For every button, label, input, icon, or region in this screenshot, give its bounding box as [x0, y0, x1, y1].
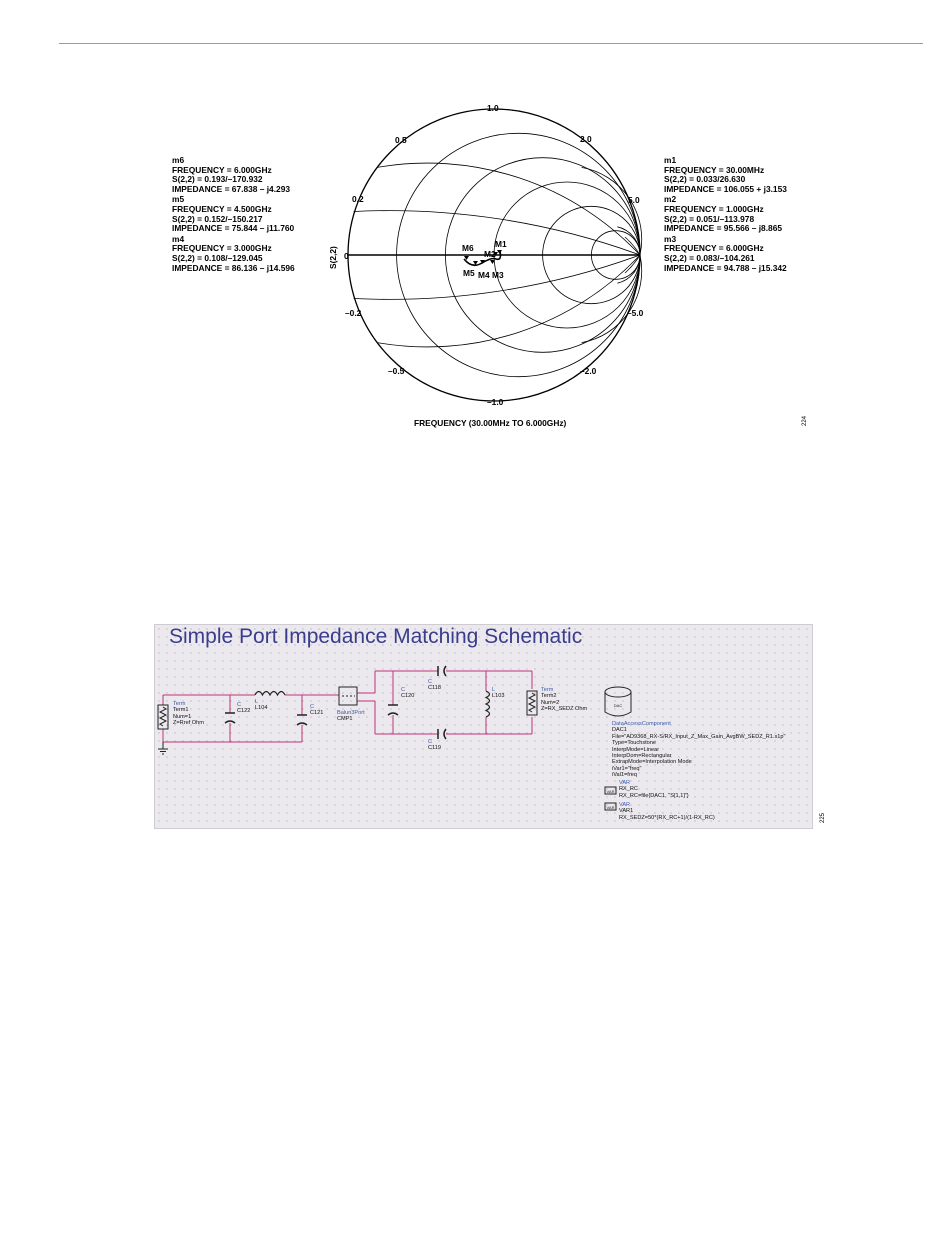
term1-num: Num=1 [173, 713, 192, 720]
var1-type: VAR [619, 802, 631, 808]
reactance-label-right-lower: –5.0 [627, 308, 644, 318]
c120-name: C120 [401, 693, 415, 700]
var1-label [619, 802, 715, 821]
c118-type: C [428, 679, 433, 685]
dac-label [612, 721, 785, 779]
l104-coil [255, 692, 285, 696]
marker-name: m2 [664, 194, 677, 205]
dac-cylinder-top [605, 687, 631, 697]
var-rc-name: RX_RC [619, 786, 638, 793]
marker-m2-label: M2 [484, 249, 496, 259]
term1-name: Term1 [173, 707, 189, 714]
c122-name: C122 [237, 708, 251, 715]
dac-interp-mode: InterpMode=Linear [612, 746, 660, 753]
term2-type: Term [541, 687, 554, 693]
marker-m3-label: M3 [492, 270, 504, 280]
marker-frequency: FREQUENCY = 6.000GHz [172, 164, 272, 175]
balun-type: Balun3Port [337, 710, 365, 716]
reactance-label-left-upper: 0.2 [352, 194, 364, 204]
term2-num: Num=2 [541, 699, 560, 706]
marker-m6-block [172, 156, 295, 194]
smith-chart [320, 95, 644, 413]
c122-label [237, 702, 250, 715]
reactance-label-upper-left: 0.5 [395, 135, 407, 145]
var1-expr: RX_SEDZ=50*(RX_RC+1)/(1-RX_RC) [619, 814, 715, 821]
dac-ival: iVal1=freq [612, 772, 637, 779]
marker-impedance: IMPEDANCE = 94.788 – j15.342 [664, 262, 787, 273]
marker-m6-label: M6 [462, 243, 474, 253]
marker-s22: S(2,2) = 0.033/26.630 [664, 174, 746, 185]
marker-s22: S(2,2) = 0.051/–113.978 [664, 213, 755, 224]
marker-frequency: FREQUENCY = 1.000GHz [664, 203, 764, 214]
var1-icon-text: VAR [606, 805, 615, 810]
c119-plate-right [444, 729, 446, 739]
figure-number-225: 225 [820, 812, 827, 824]
markers-right-legend [664, 156, 787, 273]
var-rc-label [619, 780, 689, 799]
marker-frequency: FREQUENCY = 6.000GHz [664, 243, 764, 254]
c119-label [428, 739, 441, 752]
marker-name: m3 [664, 233, 677, 244]
c119-name: C119 [428, 745, 441, 752]
marker-frequency: FREQUENCY = 4.500GHz [172, 203, 272, 214]
reactance-label-top: 1.0 [487, 103, 499, 113]
smith-y-label: S(2,2) [328, 246, 338, 269]
reactance-label-lower-left: –0.5 [388, 366, 405, 376]
marker-s22: S(2,2) = 0.083/–104.261 [664, 252, 755, 263]
reactance-label-bottom: –1.0 [487, 397, 504, 407]
schematic-panel [154, 624, 813, 829]
marker-s22: S(2,2) = 0.152/–150.217 [172, 213, 263, 224]
l104-name: L104 [255, 705, 268, 712]
c122-plate-bottom [225, 721, 235, 723]
schematic-title: Simple Port Impedance Matching Schematic [169, 625, 583, 648]
l103-coil [486, 691, 490, 717]
reactance-label-lower-right: –2.0 [580, 366, 597, 376]
marker-m5-block [172, 195, 295, 233]
c121-name: C121 [310, 710, 324, 717]
balun-name: CMP1 [337, 716, 353, 723]
var-rc-icon-text: VAR [606, 789, 615, 794]
marker-impedance: IMPEDANCE = 75.844 – j11.760 [172, 223, 295, 234]
marker-s22: S(2,2) = 0.193/–170.932 [172, 174, 263, 185]
marker-m1-block [664, 156, 787, 194]
dac-file-type: Type=Touchstone [612, 740, 657, 747]
var1-name: VAR1 [619, 808, 634, 815]
marker-s22: S(2,2) = 0.108/–129.045 [172, 252, 263, 263]
marker-impedance: IMPEDANCE = 86.136 – j14.596 [172, 262, 295, 273]
l104-label [255, 699, 267, 712]
dac-icon-label: DAC [613, 703, 623, 708]
l103-type: L [492, 687, 496, 693]
term2-name: Term2 [541, 693, 557, 700]
c118-name: C118 [428, 685, 441, 692]
l104-type: L [255, 699, 259, 705]
dac-file: File="AD9368_RX-S/RX_Input_Z_Max_Gain_AvgBW_SEDZ_R1.s1p" [612, 733, 786, 740]
reactance-label-right-upper: 5.0 [628, 195, 640, 205]
dac-type: DataAccessComponent [612, 721, 671, 727]
figure-number-224: 224 [802, 415, 809, 427]
marker-m5-label: M5 [463, 268, 475, 278]
term1-label [173, 701, 204, 727]
marker-name: m6 [172, 155, 185, 165]
marker-impedance: IMPEDANCE = 67.838 – j4.293 [172, 183, 291, 194]
c122-type: C [237, 702, 242, 708]
reactance-label-upper-right: 2.0 [580, 134, 592, 144]
dac-extrap-mode: ExtrapMode=Interpolation Mode [612, 759, 692, 766]
marker-frequency: FREQUENCY = 3.000GHz [172, 243, 272, 254]
term1-type: Term [173, 701, 186, 707]
reactance-label-left-lower: –0.2 [345, 308, 362, 318]
c121-type: C [310, 704, 315, 710]
l103-label [492, 687, 504, 700]
marker-impedance: IMPEDANCE = 106.055 + j3.153 [664, 183, 787, 194]
l103-name: L103 [492, 693, 505, 700]
marker-m2-block [664, 195, 787, 233]
page-top-rule [59, 43, 923, 44]
c118-label [428, 679, 441, 692]
marker-m3-block [664, 235, 787, 273]
c120-plate-bottom [388, 713, 398, 715]
balun-label [337, 710, 365, 723]
var-rc-type: VAR [619, 780, 631, 786]
marker-name: m5 [172, 194, 185, 205]
dac-interp-dom: InterpDom=Rectangular [612, 753, 672, 760]
term1-z: Z=Rref Ohm [173, 720, 204, 727]
term2-label [541, 687, 587, 713]
term2-zigzag [529, 693, 535, 712]
dac-name: DAC1 [612, 727, 627, 734]
marker-m4-label: M4 [478, 270, 490, 280]
term2-z: Z=RX_SEDZ Ohm [541, 706, 588, 713]
marker-name: m4 [172, 233, 185, 244]
c121-plate-bottom [297, 723, 307, 725]
marker-name: m1 [664, 155, 677, 165]
reactance-label-zero: 0 [344, 251, 349, 261]
markers-left-legend [172, 156, 295, 273]
marker-frequency: FREQUENCY = 30.00MHz [664, 164, 765, 175]
c120-type: C [401, 687, 406, 693]
c118-plate-right [444, 666, 446, 676]
marker-m4-block [172, 235, 295, 273]
c120-label [401, 687, 414, 700]
c119-type: C [428, 739, 433, 745]
var-rc-expr: RX_RC=file{DAC1, "S[1,1]"} [619, 792, 689, 799]
marker-impedance: IMPEDANCE = 95.566 – j8.865 [664, 223, 783, 234]
marker-m1-label: M1 [495, 239, 507, 249]
smith-caption: FREQUENCY (30.00MHz TO 6.000GHz) [414, 418, 567, 428]
dac-ivar: iVar1="freq" [612, 765, 642, 772]
term1-zigzag [160, 707, 166, 726]
c121-label [310, 704, 323, 717]
